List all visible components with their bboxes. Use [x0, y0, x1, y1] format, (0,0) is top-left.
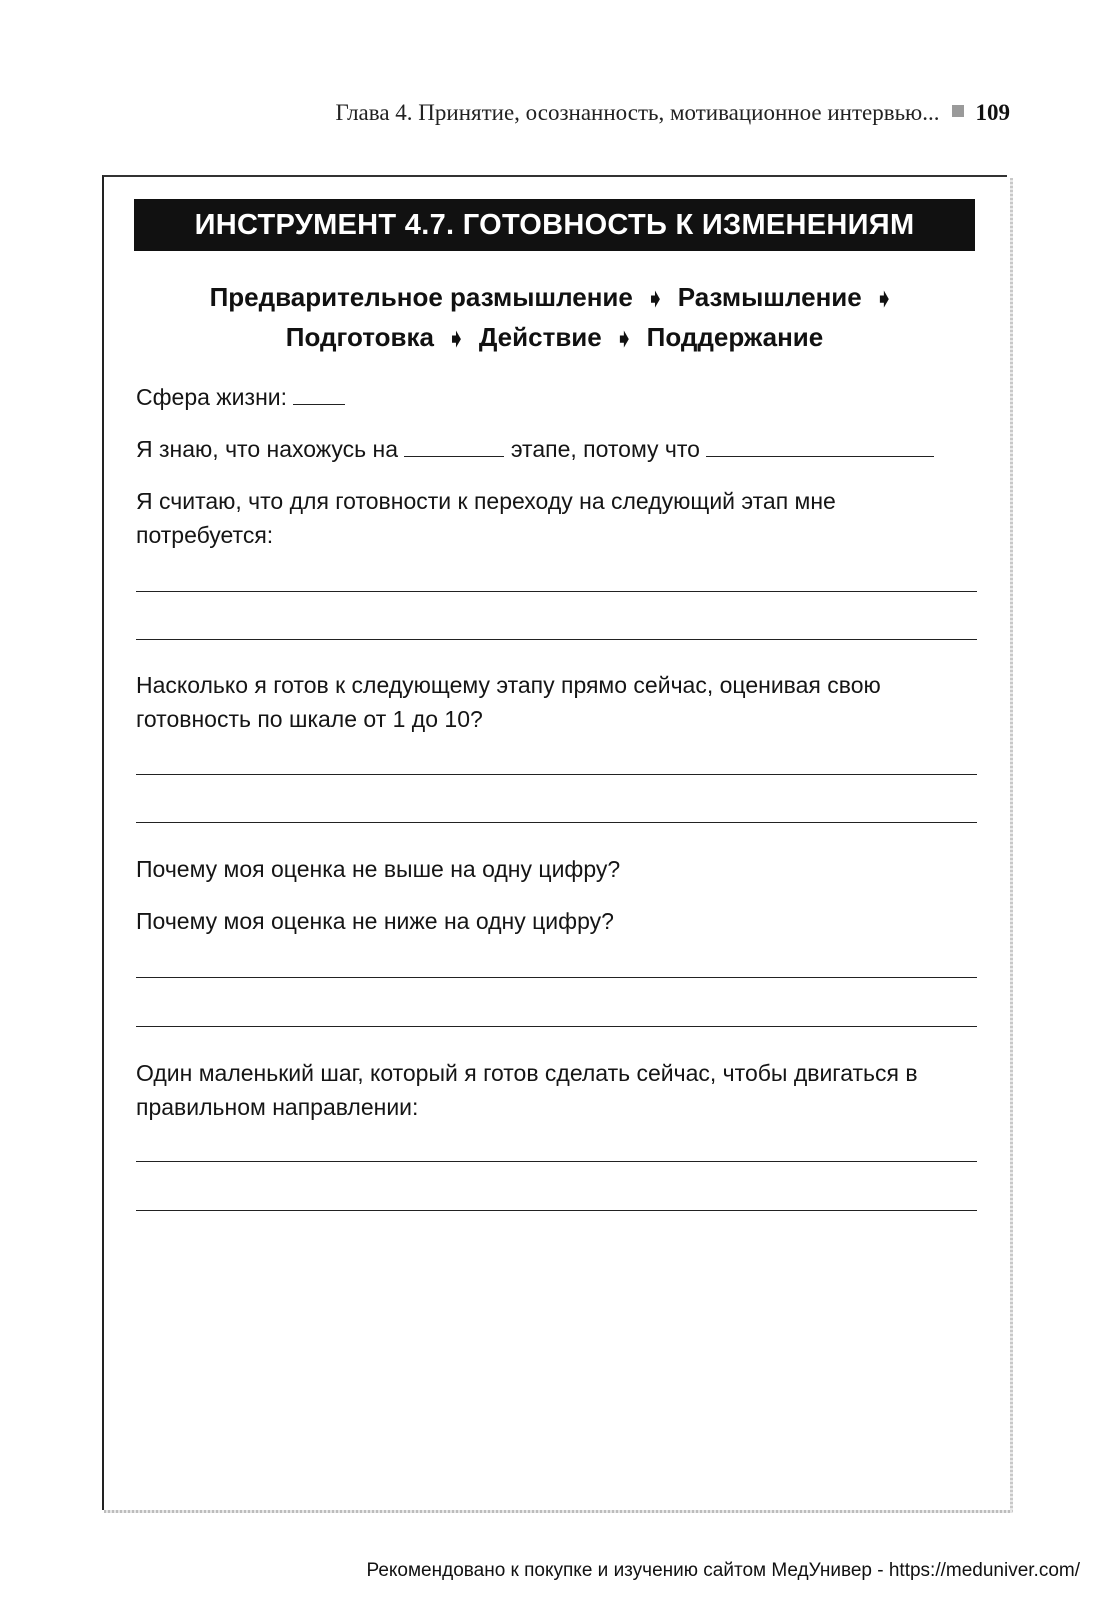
- tool-frame: [102, 175, 1007, 1510]
- life-area-prompt: [136, 380, 976, 414]
- stages-line-1: [134, 278, 975, 318]
- stage-known-text-1: Я знаю, что нахожусь на: [136, 436, 399, 462]
- arrow-right-icon: ➧: [614, 326, 634, 351]
- life-area-blank[interactable]: [293, 382, 345, 405]
- stage-known-text-2: этапе, потому что: [510, 436, 700, 462]
- reason-blank[interactable]: [706, 434, 934, 457]
- arrow-right-icon: ➧: [646, 286, 665, 311]
- next-stage-needs-question: Я считаю, что для готовности к переходу на следующий этап мне потребуется:: [136, 488, 836, 548]
- answer-line[interactable]: [136, 977, 977, 978]
- readiness-scale-question: Насколько я готов к следующему этапу прямо сейчас, оценивая свою готовность по шкале от 1 до 10?: [136, 672, 881, 732]
- stage-maintenance: Поддержание: [646, 322, 824, 352]
- stage-precontemplation: Предварительное размышление: [209, 282, 633, 312]
- why-not-lower-question: Почему моя оценка не ниже на одну цифру?: [136, 908, 614, 934]
- page-number: 109: [975, 100, 1010, 125]
- answer-line[interactable]: [136, 774, 977, 775]
- stage-preparation: Подготовка: [285, 322, 434, 352]
- answer-line[interactable]: [136, 1026, 977, 1027]
- tool-title: ИНСТРУМЕНТ 4.7. ГОТОВНОСТЬ К ИЗМЕНЕНИЯМ: [134, 199, 975, 251]
- stage-contemplation: Размышление: [677, 282, 862, 312]
- running-head: [0, 100, 1010, 126]
- stage-action: Действие: [478, 322, 602, 352]
- answer-line[interactable]: [136, 1161, 977, 1162]
- stage-blank[interactable]: [404, 434, 504, 457]
- life-area-label: Сфера жизни:: [136, 384, 288, 410]
- answer-line[interactable]: [136, 1210, 977, 1211]
- frame-bottom-border: [104, 1510, 1012, 1513]
- frame-right-border: [1010, 178, 1013, 1513]
- footer-note: Рекомендовано к покупке и изучению сайтом МедУнивер - https://meduniver.com/: [366, 1560, 1080, 1581]
- stage-known-prompt: [136, 432, 976, 466]
- stages-line-2: [134, 318, 975, 358]
- square-bullet-icon: [952, 105, 964, 117]
- answer-line[interactable]: [136, 591, 977, 592]
- answer-line[interactable]: [136, 639, 977, 640]
- chapter-title: Глава 4. Принятие, осознанность, мотивационное интервью...: [335, 100, 940, 125]
- arrow-right-icon: ➧: [874, 286, 894, 311]
- answer-line[interactable]: [136, 822, 977, 823]
- small-step-question: Один маленький шаг, который я готов сделать сейчас, чтобы двигаться в правильном направлении:: [136, 1060, 918, 1120]
- why-not-higher-question: Почему моя оценка не выше на одну цифру?: [136, 856, 621, 882]
- stages-sequence: [134, 278, 975, 358]
- arrow-right-icon: ➧: [447, 326, 466, 351]
